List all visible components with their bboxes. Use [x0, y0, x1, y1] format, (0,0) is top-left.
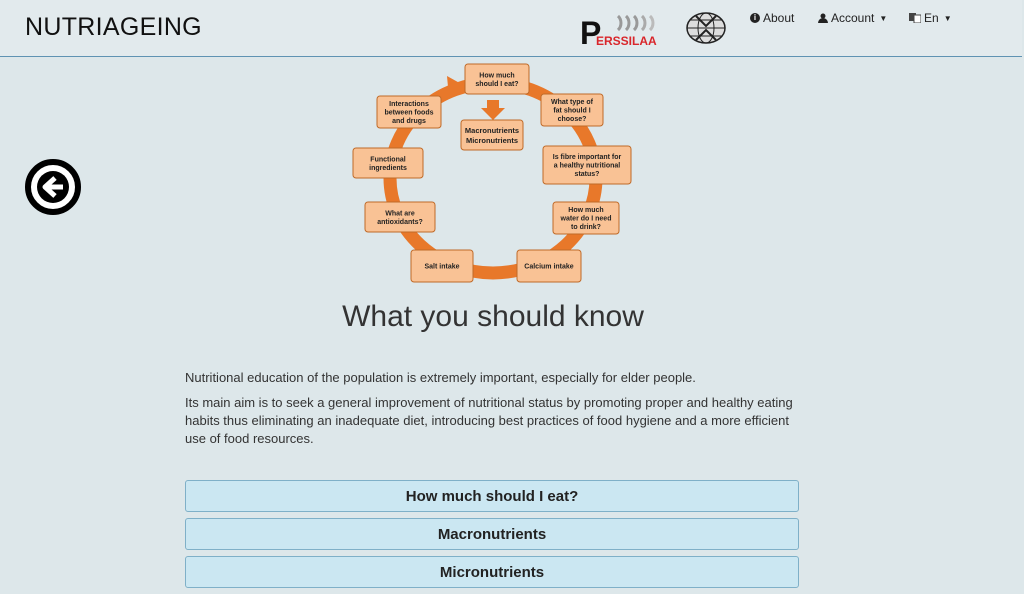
node-label-line: choose? — [557, 116, 587, 123]
center-label-1: Macronutrients — [464, 126, 520, 135]
accordion-macronutrients[interactable]: Macronutrients — [185, 518, 799, 550]
brand-title[interactable]: NUTRIAGEING — [25, 13, 202, 41]
node-interactions-foods-drugs — [377, 96, 441, 128]
node-salt-intake — [411, 250, 473, 282]
node-functional-ingredients — [353, 148, 423, 178]
center-label-2: Micronutrients — [465, 136, 519, 145]
down-arrow-icon — [481, 100, 505, 120]
chevron-down-icon: ▼ — [879, 13, 888, 23]
nav-account-dropdown[interactable] — [818, 11, 887, 25]
node-label-line: and drugs — [392, 118, 426, 125]
intro-paragraph-2: Its main aim is to seek a general improvement of nutritional status by promoting proper and healthy eating habits thus eliminating an inadequate diet, introducing best practices of food hygiene and a more efficient use of food resources. — [185, 395, 793, 446]
back-arrow-icon[interactable] — [24, 158, 82, 216]
logo-letter: P — [580, 15, 602, 48]
nav-language-label: En — [924, 11, 939, 25]
node-label-line: status? — [574, 171, 600, 178]
language-icon — [909, 13, 921, 23]
node-label-line: ingredients — [369, 164, 407, 172]
node-label-line: Salt intake — [424, 263, 460, 271]
page-title: What you should know — [342, 300, 644, 333]
nav-account-label: Account — [831, 11, 875, 25]
logo-text: ERSSILAA — [596, 34, 657, 48]
node-fat-type — [541, 94, 603, 126]
nav-language-dropdown[interactable] — [909, 11, 952, 25]
node-label-line: antioxidants? — [377, 218, 423, 226]
node-label-line: to drink? — [571, 224, 601, 231]
node-water — [553, 202, 619, 234]
node-label-line: Is fibre important for — [552, 154, 622, 161]
globe-logo[interactable] — [684, 10, 728, 46]
nav-about[interactable] — [750, 11, 794, 25]
node-label-line: between foods — [384, 109, 434, 117]
node-label-line: fat should I — [553, 107, 591, 115]
perssilaa-logo[interactable] — [580, 12, 662, 48]
node-label-line: How much — [479, 72, 515, 80]
node-label-line: Calcium intake — [524, 263, 574, 271]
node-label-line: Functional — [370, 156, 406, 164]
nutrition-cycle-diagram — [335, 58, 655, 290]
node-label-line: should I eat? — [475, 80, 519, 88]
user-icon — [818, 13, 828, 23]
diagram-center-box — [461, 120, 523, 150]
node-label-line: How much — [568, 207, 604, 214]
info-icon: i — [750, 13, 760, 23]
node-label-line: What type of — [551, 99, 593, 106]
top-navbar — [0, 0, 1022, 57]
node-label-line: a healthy nutritional — [553, 162, 621, 170]
accordion-how-much-should-i-eat[interactable]: How much should I eat? — [185, 480, 799, 512]
nav-about-label: About — [763, 11, 795, 25]
accordion-micronutrients[interactable]: Micronutrients — [185, 556, 799, 588]
node-label-line: Interactions — [389, 101, 429, 108]
node-label-line: water do I need — [560, 215, 612, 223]
intro-paragraph-1: Nutritional education of the population is extremely important, especially for elder people. — [185, 370, 696, 385]
node-label-line: What are — [385, 210, 415, 218]
node-antioxidants — [365, 202, 435, 232]
node-how-much-should-i-eat — [465, 64, 529, 94]
node-fibre — [543, 146, 631, 184]
chevron-down-icon: ▼ — [943, 13, 952, 23]
node-calcium-intake — [517, 250, 581, 282]
